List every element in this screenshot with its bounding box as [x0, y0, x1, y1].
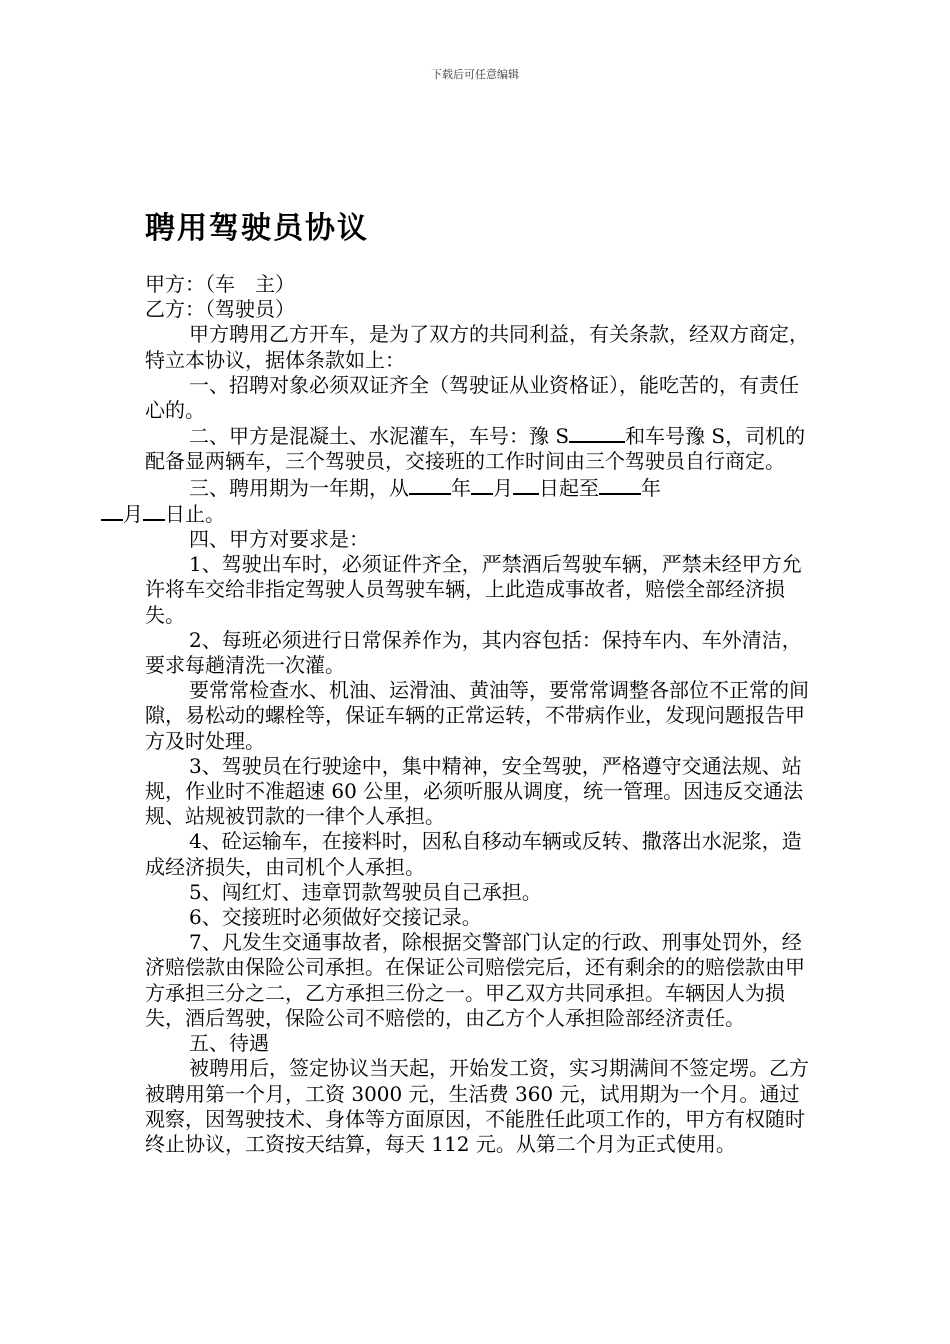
requirement-3: 3、驾驶员在行驶途中，集中精神，安全驾驶，严格遵守交通法规、站规，作业时不准超速 60 公里，必须听服从调度，统一管理。因违反交通法规、站规被罚款的一律个人承担。	[145, 753, 804, 829]
header-note: 下载后可任意编辑	[431, 68, 519, 81]
clause-3-end: 日止。	[165, 501, 225, 526]
treatment-paragraph: 被聘用后，签定协议当天起，开始发工资，实习期满间不签定塄。乙方被聘用第一个月，工资 3000 元，生活费 360 元，试用期为一个月。通过观察，因驾驶技术、身体等方面原因，不能胜任此项工作的，甲方有权随时终止协议，工资按天结算，每天 112 元。从第二个月为正式使用。	[145, 1056, 809, 1156]
requirement-7: 7、凡发生交通事故者，除根据交警部门认定的行政、刑事处罚外，经济赔偿款由保险公司承担。在保证公司赔偿完后，还有剩余的的赔偿款由甲方承担三分之二，乙方承担三份之一。甲乙双方共同承担。车辆因人为损失，酒后驾驶，保险公司不赔偿的，由乙方个人承担险部经济责任。	[145, 930, 805, 1030]
document-body	[123, 272, 810, 1157]
clause-2	[145, 423, 810, 474]
clause-2-part-b: 和车号豫 S	[625, 424, 726, 449]
intro-paragraph: 甲方聘用乙方开车，是为了双方的共同利益，有关条款，经双方商定，特立本协议，据体条款如上：	[145, 322, 809, 372]
clause-4: 四、甲方对要求是：	[189, 527, 369, 552]
requirement-6: 6、交接班时必须做好交接记录。	[189, 905, 482, 930]
clause-3	[123, 475, 810, 527]
requirement-4: 4、砼运输车，在接料时，因私自移动车辆或反转、撒落出水泥浆，造成经济损失，由司机个人承担。	[145, 829, 802, 879]
clause-2-part-c: ，司机的配备显两辆车，三个驾驶员，交接班的工作时间由三个驾驶员自行商定。	[145, 424, 806, 474]
clause-3-to: 日起至	[539, 475, 599, 500]
clause-2-part-a: 二、甲方是混凝土、水泥灌车，车号：豫 S	[189, 424, 570, 449]
clause-5: 五、待遇	[189, 1031, 269, 1056]
start-day-blank	[513, 475, 539, 495]
party-b: 乙方：（驾驶员）	[145, 297, 295, 322]
requirement-2: 2、每班必须进行日常保养作为，其内容包括：保持车内、车外清洁，要求每趟清洗一次灌。	[145, 627, 802, 678]
clause-3-month: 月	[493, 475, 513, 500]
end-year-blank	[599, 475, 641, 495]
clause-3-month2: 月	[123, 501, 143, 526]
clause-3-year: 年	[451, 475, 471, 500]
clause-3-from: 三、聘用期为一年期，从	[189, 475, 409, 500]
end-month-blank	[101, 501, 123, 521]
requirement-1: 1、驾驶出车时，必须证件齐全，严禁酒后驾驶车辆，严禁未经甲方允许将车交给非指定驾驶人员驾驶车辆，上此造成事故者，赔偿全部经济损失。	[145, 552, 802, 627]
end-day-blank	[143, 501, 165, 521]
clause-3-year2: 年	[641, 475, 661, 500]
start-month-blank	[471, 475, 493, 495]
requirement-5: 5、闯红灯、违章罚款驾驶员自己承担。	[189, 879, 542, 904]
clause-1: 一、招聘对象必须双证齐全（驾驶证从业资格证），能吃苦的，有责任心的。	[145, 372, 799, 423]
party-a: 甲方：（车 主）	[145, 272, 295, 296]
requirement-2-maintenance: 要常常检查水、机油、运滑油、黄油等，要常常调整各部位不正常的间隙，易松动的螺栓等，保证车辆的正常运转，不带病作业，发现问题报告甲方及时处理。	[145, 678, 809, 753]
start-year-blank	[409, 475, 451, 495]
document-title: 聘用驾驶员协议	[145, 211, 369, 246]
plate-number-blank	[569, 423, 625, 443]
